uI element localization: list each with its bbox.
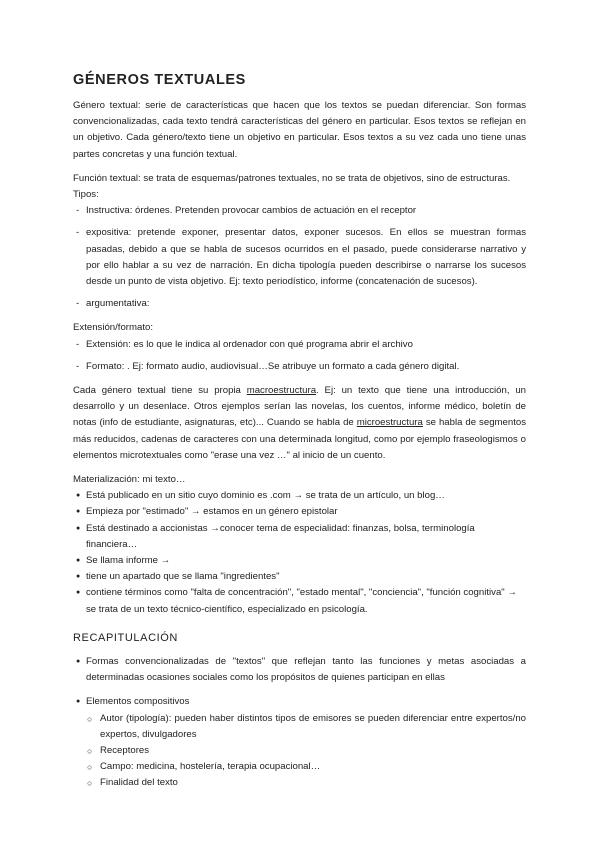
hollow-bullet-icon: ○ xyxy=(87,762,93,773)
materializacion-list xyxy=(73,488,526,618)
materializacion-heading: Materialización: mi texto… xyxy=(73,474,186,486)
dash-marker: - xyxy=(76,360,80,372)
bullet-icon: ● xyxy=(76,557,81,565)
bullet-icon: ● xyxy=(76,589,81,597)
list-item: - expositiva: pretende exponer, presentar datos, exponer sucesos. En ellos se muestran formas pasadas, debido a que se habla de sucesos ocurridos en el pasado, puede considerarse narrativo y por ello hablar a su vez de narración. En dicha tipología pueden describirse o narrarse los sucesos desde un punto de vista objetivo. Ej: texto periodístico, informe (concatenación de sucesos). xyxy=(76,227,526,288)
recap-heading: RECAPITULACIÓN xyxy=(73,631,178,644)
list-item: ● Elementos compositivos xyxy=(73,694,526,710)
bullet-icon: ● xyxy=(76,573,81,581)
list-item: ● Empieza por "estimado" → estamos en un género epistolar xyxy=(73,504,526,520)
bullet-icon: ● xyxy=(76,698,81,706)
extension-heading: Extensión/formato: xyxy=(73,322,153,334)
bullet-icon: ● xyxy=(76,524,81,532)
page-title: GÉNEROS TEXTUALES xyxy=(73,72,246,88)
list-item: ● contiene términos como "falta de concentración", "estado mental", "conciencia", "función cognitiva" → se trata de un texto técnico-científico, especializado en psicología. xyxy=(76,587,517,615)
macroestructura-paragraph: Cada género textual tiene su propia macroestructura. Ej: un texto que tiene una introducción, un desarrollo y un desenlace. Otros ejemplos serían las novelas, los cuentos, informe médico, boletín de notas (info de estudiante, asignaturas, etc)... Cuando se habla de microestructura se habla de segmentos más reducidos, cadenas de caracteres con una determinada longitud, como por ejemplo fraseologismos o elementos microtextuales como "erase una vez …" al inicio de un cuento. xyxy=(73,385,526,461)
dash-marker: - xyxy=(76,227,80,239)
list-item: - Instructiva: órdenes. Pretenden provocar cambios de actuación en el receptor xyxy=(73,203,526,219)
list-item: ● tiene un apartado que se llama "ingredientes" xyxy=(73,569,526,585)
list-item: - Formato: . Ej: formato audio, audiovisual…Se atribuye un formato a cada género digital. xyxy=(73,359,526,375)
microestructura-term: microestructura xyxy=(356,417,423,429)
dash-marker: - xyxy=(76,298,80,310)
macroestructura-term: macroestructura xyxy=(246,385,317,397)
intro-paragraph: Género textual: serie de características que hacen que los textos se puedan diferenciar. Son formas convencionalizadas, cada texto tendrá características del género en particular. Esos textos se reflejan en un objetivo. Cada género/texto tiene un objetivo en particular. Esos textos a su vez cada uno tiene unas partes concretas y una función textual. xyxy=(73,100,526,160)
funcion-heading: Función textual: se trata de esquemas/patrones textuales, no se trata de objetivos, sino de estructuras. Tipos: xyxy=(73,172,511,201)
dash-marker: - xyxy=(76,338,80,350)
list-item: ● Está destinado a accionistas →conocer tema de especialidad: finanzas, bolsa, terminología financiera… xyxy=(76,522,475,550)
hollow-bullet-icon: ○ xyxy=(87,745,93,756)
list-item: ● Se llama informe → xyxy=(73,553,526,569)
hollow-bullet-icon: ○ xyxy=(87,713,93,724)
sublist-item: ○ Finalidad del texto xyxy=(73,775,526,791)
bullet-icon: ● xyxy=(76,508,81,516)
bullet-icon: ● xyxy=(76,492,81,500)
funcion-list xyxy=(73,203,526,312)
list-item: - argumentativa: xyxy=(73,296,526,312)
recap-list xyxy=(73,654,526,711)
dash-marker: - xyxy=(76,205,80,217)
bullet-icon: ● xyxy=(76,657,81,665)
extension-list xyxy=(73,337,526,375)
sublist-item: ○ Campo: medicina, hostelería, terapia ocupacional… xyxy=(73,759,526,775)
list-item: ● Está publicado en un sitio cuyo dominio es .com → se trata de un artículo, un blog… xyxy=(73,488,526,504)
sublist-item: ○ Receptores xyxy=(73,743,526,759)
list-item: - Extensión: es lo que le indica al ordenador con qué programa abrir el archivo xyxy=(73,337,526,353)
hollow-bullet-icon: ○ xyxy=(87,778,93,789)
list-item: ● Formas convencionalizadas de "textos" que reflejan tanto las funciones y metas asociadas a determinadas ocasiones sociales como los propósitos de quienes participan en ellas xyxy=(76,655,526,684)
sublist-item: ○ Autor (tipología): pueden haber distintos tipos de emisores se pueden diferenciar entre expertos/no expertos, divulgadores xyxy=(87,712,526,740)
recap-sublist xyxy=(73,711,526,792)
